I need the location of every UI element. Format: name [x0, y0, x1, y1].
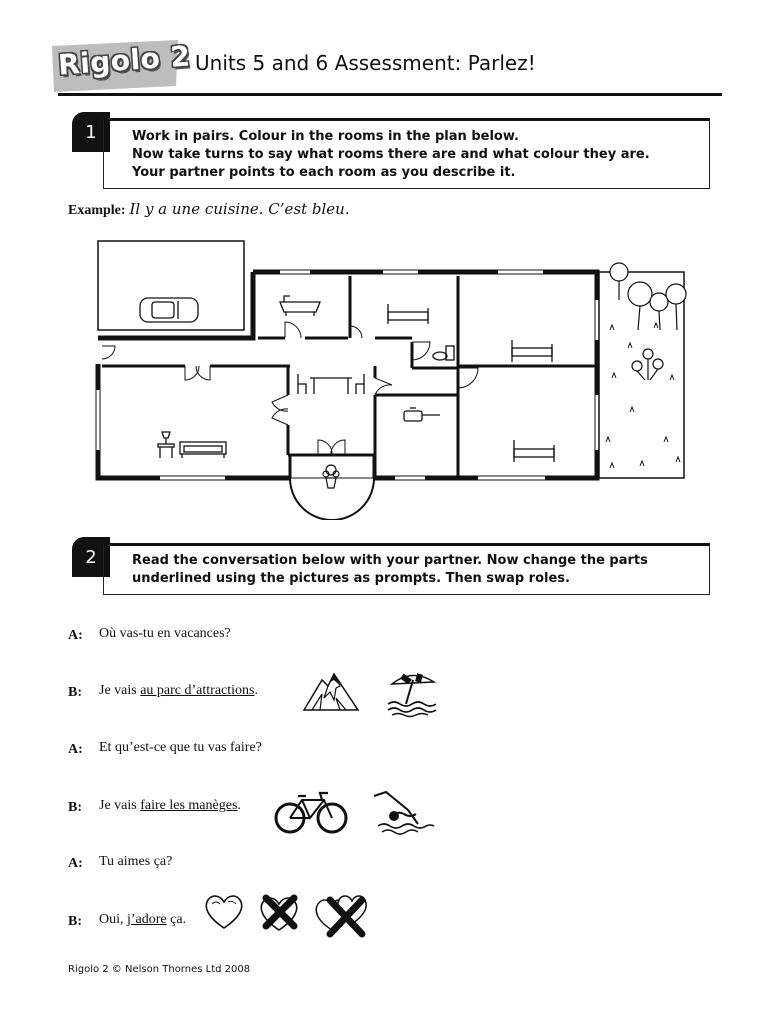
section-2-number: 2 [72, 537, 110, 577]
saucepan-icon [404, 408, 440, 421]
instruction-line: Your partner points to each room as you describe it. [132, 165, 516, 180]
speaker: B: [68, 914, 82, 929]
dining-table-icon [298, 374, 364, 394]
dialogue-line [68, 912, 187, 930]
lamp-icon [158, 432, 174, 458]
section-2-instructions [103, 543, 710, 595]
dialogue-line [68, 798, 241, 816]
bicycle-icon [272, 788, 350, 836]
speaker: B: [68, 800, 82, 815]
tree-icon [610, 263, 686, 330]
grass-tufts [606, 323, 680, 468]
instruction-line: Read the conversation below with your partner. Now change the parts [132, 553, 648, 568]
toilet-icon [433, 346, 454, 360]
garage [98, 241, 244, 330]
mountain-icon [300, 668, 362, 714]
bed-icon [512, 340, 552, 362]
logo: Rigolo 2 [57, 39, 192, 82]
instruction-line: underlined using the pictures as prompts. Then swap roles. [132, 571, 570, 586]
dialogue-text: Je vais [99, 683, 141, 698]
heart-cross-icon [256, 892, 302, 934]
dialogue-text: . [254, 683, 258, 698]
example-label: Example: [68, 203, 126, 218]
sofa-icon [180, 442, 226, 458]
speaker: B: [68, 685, 82, 700]
underlined-phrase: j’adore [127, 912, 167, 927]
underlined-phrase: faire les manèges [140, 798, 238, 813]
dialogue-text: Oui, [99, 912, 127, 927]
dialogue-line [68, 683, 258, 701]
swimming-icon [368, 788, 438, 840]
dialogue-line [68, 740, 262, 758]
copyright-footer: Rigolo 2 © Nelson Thornes Ltd 2008 [68, 964, 251, 975]
bed-icon [514, 440, 554, 462]
bed-icon [388, 304, 428, 324]
double-heart-cross-icon [312, 890, 374, 938]
dialogue-text: Tu aimes ça? [99, 854, 173, 869]
dialogue-text: Je vais [99, 798, 141, 813]
speaker: A: [68, 742, 83, 757]
instruction-line: Now take turns to say what rooms there are and what colour they are. [132, 147, 650, 162]
beach-umbrella-icon [382, 668, 442, 718]
dialogue-line [68, 626, 231, 644]
page-title: Units 5 and 6 Assessment: Parlez! [195, 51, 536, 75]
car-icon [140, 298, 198, 322]
example-text: Il y a une cuisine. C’est bleu. [129, 200, 350, 218]
flower-icon [632, 349, 663, 380]
dialogue-line [68, 854, 173, 872]
bathtub-icon [280, 296, 320, 316]
underlined-phrase: au parc d’attractions [140, 683, 255, 698]
speaker: A: [68, 856, 83, 871]
dialogue-text: . [237, 798, 241, 813]
dialogue-text: Où vas-tu en vacances? [99, 626, 231, 641]
heart-icon [202, 892, 246, 932]
instruction-line: Work in pairs. Colour in the rooms in the plan below. [132, 129, 519, 144]
dialogue-text: ça. [166, 912, 187, 927]
speaker: A: [68, 628, 83, 643]
dialogue-text: Et qu’est-ce que tu vas faire? [99, 740, 262, 755]
section-1-number: 1 [72, 112, 110, 152]
plant-icon [323, 465, 339, 488]
